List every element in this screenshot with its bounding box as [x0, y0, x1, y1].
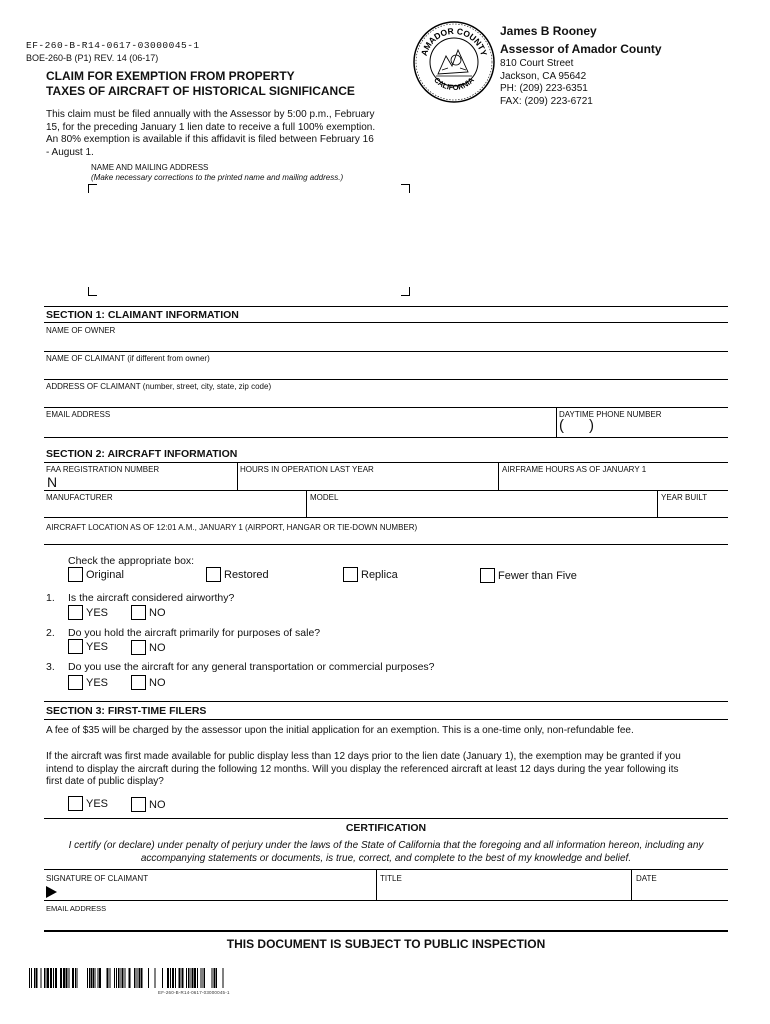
- barcode-bar: [134, 968, 135, 988]
- title-label: TITLE: [380, 874, 402, 883]
- barcode-bar: [139, 968, 140, 988]
- intro-text: This claim must be filed annually with the Assessor by 5:00 p.m., February 15, for the preceding January 1 lien date to receive a full 100% exemption. An 80% exemption is available if this affidavit is filed between February 16 - August 1.: [46, 109, 376, 158]
- year-built-label: YEAR BUILT: [661, 493, 708, 502]
- replica-label: Replica: [361, 569, 398, 581]
- mailing-address-area[interactable]: [88, 184, 410, 296]
- county-seal-icon: [412, 20, 496, 104]
- q1-no-checkbox[interactable]: [131, 605, 146, 620]
- assessor-block: [500, 24, 662, 108]
- barcode-bar: [188, 968, 189, 988]
- cert-email-field[interactable]: [44, 901, 728, 930]
- barcode-bar: [129, 968, 131, 988]
- question2-text: Do you hold the aircraft primarily for purposes of sale?: [68, 627, 321, 639]
- barcode-bar: [203, 968, 204, 988]
- claimant-address-label: ADDRESS OF CLAIMANT (number, street, city, state, zip code): [46, 382, 272, 391]
- faa-prefix: N: [47, 474, 58, 490]
- q3-no-checkbox[interactable]: [131, 675, 146, 690]
- barcode-bar: [170, 968, 171, 988]
- assessor-phone: PH: (209) 223-6351: [500, 83, 588, 94]
- question1-text: Is the aircraft considered airworthy?: [68, 592, 235, 604]
- barcode-bar: [125, 968, 126, 988]
- barcode-bar: [34, 968, 35, 988]
- barcode-bar: [72, 968, 74, 988]
- question3-number: 3.: [46, 661, 55, 673]
- question3-text: Do you use the aircraft for any general transportation or commercial purposes?: [68, 661, 435, 673]
- fewer-than-five-label: Fewer than Five: [498, 570, 577, 582]
- original-checkbox[interactable]: [68, 567, 83, 582]
- daytime-phone-label: DAYTIME PHONE NUMBER: [559, 410, 662, 419]
- owner-name-field[interactable]: [44, 323, 728, 351]
- q2-no-label: NO: [149, 642, 166, 654]
- barcode-bar: [122, 968, 124, 988]
- airframe-hours-label: AIRFRAME HOURS AS OF JANUARY 1: [502, 465, 647, 474]
- barcode-bar: [60, 968, 62, 988]
- q1-yes-checkbox[interactable]: [68, 605, 83, 620]
- barcode-bar: [172, 968, 174, 988]
- signature-field[interactable]: [44, 870, 376, 900]
- barcode-bar: [98, 968, 99, 988]
- claimant-name-field[interactable]: [44, 352, 728, 379]
- barcode-bar: [182, 968, 184, 988]
- barcode-bar: [63, 968, 65, 988]
- email-field[interactable]: [44, 408, 556, 437]
- certification-text: I certify (or declare) under penalty of perjury under the laws of the State of California that the foregoing and all information hereon, including any accompanying statements or documents, is true, correct, and complete to the best of my knowledge and belief.: [68, 840, 704, 864]
- hours-operation-label: HOURS IN OPERATION LAST YEAR: [240, 465, 374, 474]
- barcode-bar: [41, 968, 42, 988]
- model-label: MODEL: [310, 493, 339, 502]
- replica-checkbox[interactable]: [343, 567, 358, 582]
- barcode-bar: [55, 968, 57, 988]
- q3-yes-label: YES: [86, 677, 109, 689]
- barcode-bar: [179, 968, 181, 988]
- assessor-office: Assessor of Amador County: [500, 42, 662, 56]
- barcode-bar: [31, 968, 32, 988]
- seal-top-text: AMADOR COUNTY: [418, 25, 490, 57]
- assessor-street: 810 Court Street: [500, 58, 574, 69]
- s3-yes-checkbox[interactable]: [68, 796, 83, 811]
- daytime-phone-field[interactable]: [557, 408, 728, 437]
- s3-no-checkbox[interactable]: [131, 797, 146, 812]
- barcode-bar: [114, 968, 115, 988]
- q2-yes-checkbox[interactable]: [68, 639, 83, 654]
- q1-yes-label: YES: [86, 607, 109, 619]
- barcode-bar: [136, 968, 137, 988]
- barcode-bar: [95, 968, 96, 988]
- phone-parens: ( ): [559, 417, 594, 434]
- form-code: EF-260-B-R14-0617-03000045-1: [26, 40, 200, 51]
- barcode-bar: [107, 968, 109, 988]
- signature-label: SIGNATURE OF CLAIMANT: [46, 874, 149, 883]
- barcode-bar: [29, 968, 30, 988]
- faa-registration-field[interactable]: [44, 463, 237, 490]
- barcode-bar: [66, 968, 68, 988]
- display-text: If the aircraft was first made available for public display less than 12 days prior to the lien date (January 1), the exemption may be granted if you intend to display the aircraft during the following 12 months. Will you display the referenced aircraft at least 12 days during the year following its first date of public display?: [46, 751, 681, 787]
- barcode-bar: [50, 968, 52, 988]
- question1-number: 1.: [46, 592, 55, 604]
- date-label: DATE: [636, 874, 657, 883]
- fee-text: A fee of $35 will be charged by the assessor upon the initial application for an exemption. This is a one-time only, non-refundable fee.: [46, 725, 634, 736]
- s3-yes-label: YES: [86, 798, 109, 810]
- section1-title: SECTION 1: CLAIMANT INFORMATION: [46, 309, 239, 321]
- barcode-bar: [201, 968, 202, 988]
- barcode-bar: [194, 968, 196, 988]
- barcode-bar: [216, 968, 217, 988]
- assessor-city: Jackson, CA 95642: [500, 70, 587, 82]
- q3-yes-checkbox[interactable]: [68, 675, 83, 690]
- barcode-bar: [162, 968, 163, 988]
- barcode-bar: [91, 968, 93, 988]
- barcode-bar: [118, 968, 119, 988]
- barcode-bar: [141, 968, 143, 988]
- year-built-field[interactable]: [658, 491, 728, 517]
- email-label: EMAIL ADDRESS: [46, 410, 111, 419]
- cert-email-label: EMAIL ADDRESS: [46, 904, 107, 913]
- question2-number: 2.: [46, 627, 55, 639]
- barcode-bar: [47, 968, 49, 988]
- barcode-bar: [53, 968, 54, 988]
- owner-name-label: NAME OF OWNER: [46, 326, 116, 335]
- restored-checkbox[interactable]: [206, 567, 221, 582]
- claimant-name-label: NAME OF CLAIMANT (if different from owner): [46, 354, 210, 363]
- assessor-name: James B Rooney: [500, 24, 597, 38]
- restored-label: Restored: [224, 569, 269, 581]
- q2-yes-label: YES: [86, 641, 109, 653]
- form-revision: BOE-260-B (P1) REV. 14 (06-17): [26, 53, 159, 63]
- assessor-fax: FAX: (209) 223-6721: [500, 95, 593, 107]
- mailing-address-note: (Make necessary corrections to the printed name and mailing address.): [91, 173, 344, 182]
- barcode-bar: [110, 968, 111, 988]
- public-inspection-footer: THIS DOCUMENT IS SUBJECT TO PUBLIC INSPECTION: [226, 937, 546, 951]
- barcode-icon: [29, 968, 225, 988]
- faa-registration-label: FAA REGISTRATION NUMBER: [46, 465, 160, 474]
- model-field[interactable]: [307, 491, 657, 517]
- hours-operation-field[interactable]: [238, 463, 498, 490]
- check-prompt: Check the appropriate box:: [68, 555, 195, 567]
- certification-title: CERTIFICATION: [345, 822, 427, 834]
- barcode-bar: [87, 968, 88, 988]
- barcode-bar: [120, 968, 121, 988]
- barcode-bar: [148, 968, 149, 988]
- aircraft-location-label: AIRCRAFT LOCATION AS OF 12:01 A.M., JANUARY 1 (AIRPORT, HANGAR OR TIE-DOWN NUMBER): [46, 523, 418, 532]
- manufacturer-field[interactable]: [44, 491, 306, 517]
- signature-arrow-icon: [46, 886, 57, 898]
- barcode-bar: [212, 968, 213, 988]
- form-title-line2: TAXES OF AIRCRAFT OF HISTORICAL SIGNIFICANCE: [46, 84, 355, 98]
- barcode-bar: [46, 968, 47, 988]
- claimant-address-field[interactable]: [44, 380, 728, 407]
- barcode-bar: [99, 968, 101, 988]
- barcode-caption: EF-260-B-R14-0617-03000045-1: [158, 990, 230, 995]
- q2-no-checkbox[interactable]: [131, 640, 146, 655]
- barcode-bar: [116, 968, 117, 988]
- barcode-bar: [214, 968, 216, 988]
- barcode-bar: [93, 968, 94, 988]
- mailing-address-label: NAME AND MAILING ADDRESS: [91, 163, 209, 172]
- original-label: Original: [86, 569, 124, 581]
- airframe-hours-field[interactable]: [499, 463, 728, 490]
- manufacturer-label: MANUFACTURER: [46, 493, 113, 502]
- aircraft-location-field[interactable]: [44, 518, 728, 544]
- barcode-bar: [89, 968, 90, 988]
- s3-no-label: NO: [149, 799, 166, 811]
- barcode-bar: [204, 968, 205, 988]
- barcode-bar: [155, 968, 156, 988]
- fewer-than-five-checkbox[interactable]: [480, 568, 495, 583]
- barcode-bar: [197, 968, 198, 988]
- q1-no-label: NO: [149, 607, 166, 619]
- barcode-bar: [138, 968, 139, 988]
- barcode-bar: [36, 968, 38, 988]
- barcode-bar: [75, 968, 76, 988]
- barcode-bar: [44, 968, 45, 988]
- form-title-line1: CLAIM FOR EXEMPTION FROM PROPERTY: [46, 69, 295, 83]
- seal-bottom-text: CALIFORNIA: [432, 75, 476, 93]
- barcode-bar: [192, 968, 194, 988]
- barcode-bar: [167, 968, 169, 988]
- title-field[interactable]: [377, 870, 631, 900]
- barcode-bar: [77, 968, 78, 988]
- section2-title: SECTION 2: AIRCRAFT INFORMATION: [46, 448, 238, 460]
- q3-no-label: NO: [149, 677, 166, 689]
- date-field[interactable]: [632, 870, 728, 900]
- section3-title: SECTION 3: FIRST-TIME FILERS: [46, 705, 207, 717]
- barcode-bar: [186, 968, 187, 988]
- barcode-bar: [69, 968, 70, 988]
- barcode-bar: [190, 968, 191, 988]
- barcode-bar: [175, 968, 176, 988]
- barcode-bar: [223, 968, 224, 988]
